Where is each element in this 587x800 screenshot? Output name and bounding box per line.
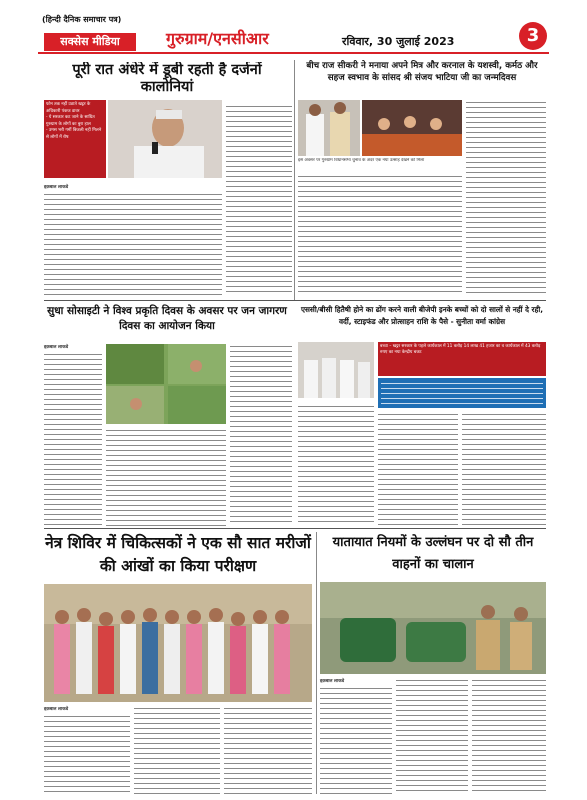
story2-body xyxy=(298,174,462,294)
masthead-rule xyxy=(38,52,549,54)
story1-headline: पूरी रात अंधेरे में डूबी रहती है दर्जनों कालोनियां xyxy=(72,62,262,95)
paper-tagline: (हिन्दी दैनिक समाचार पत्र) xyxy=(42,15,122,24)
story2-photo-1 xyxy=(298,100,360,156)
column-divider xyxy=(294,60,295,300)
story4-headline: एससी/बीसी हितैषी होने का ढोंग करने वाली बीजेपी इनके बच्चों को दो सालों से नहीं दे रही, वर्दी, स्टाइफंड और प्रोत्साहन राशि के पैसे - सुनीता वर्मा कांग्रेस xyxy=(300,305,544,326)
section-rule-2 xyxy=(44,528,546,529)
story4-highlight-box: बच्चा – खट्टर सरकार के पहले कार्यकाल में 11 करोड़ 14 लाख 41 हजार का व कार्यकाल में 43 करोड़ रुपए का नया केन्द्रीय बजट xyxy=(378,342,546,376)
story1-photo xyxy=(108,100,222,178)
story2-caption: इस अवसर पर गुरुग्राम विधानसभा चुनाव के अंदर एक नया उत्साह देखने को मिला xyxy=(298,158,425,163)
issue-date: रविवार, 30 जुलाई 2023 xyxy=(342,35,455,48)
story6-byline: इक़बाल लाकडे xyxy=(320,679,345,684)
story3-byline: इक़बाल लाकडे xyxy=(44,345,69,350)
story6-photo xyxy=(320,582,546,674)
page-number-badge: 3 xyxy=(519,22,547,50)
edition-title: गुरुग्राम/एनसीआर xyxy=(166,29,269,48)
section-rule xyxy=(44,300,546,301)
story5-headline: नेत्र शिविर में चिकित्सकों ने एक सौ सात मरीजों की आंखों का किया परीक्षण xyxy=(45,534,311,575)
masthead xyxy=(38,10,549,54)
story4-body-col2 xyxy=(378,412,458,526)
story6-body-col1 xyxy=(320,686,392,794)
story6-body-col2 xyxy=(396,678,468,794)
story3-body-col1 xyxy=(44,352,102,526)
story4-blue-box xyxy=(378,378,546,408)
story5-photo xyxy=(44,584,312,702)
story5-body-col1 xyxy=(44,714,130,794)
story1-sidebar: फोन तक नहीं उठाते खट्टर के अधिकारी पंकज डावर - ये सरकार कट जाने के साधित गुरुग्राम के लोगों का बुरा हाल - उमस भरी गर्मी बिजली नहीं मिलने से लोगों में रोष xyxy=(44,100,106,178)
story5-byline: इक़बाल लाकडे xyxy=(44,707,69,712)
story1-body-col3 xyxy=(226,104,292,296)
story2-body-col4 xyxy=(466,100,546,294)
story2-photo-2 xyxy=(362,100,462,156)
story4-body-col1 xyxy=(298,404,374,526)
paper-name: सक्सेस मीडिया xyxy=(44,33,136,51)
story5-body-col2 xyxy=(134,706,220,794)
story2-headline: बीच राज सीकरी ने मनाया अपने मित्र और करनाल के यशस्वी, कर्मठ और सहज स्वभाव के सांसद श्री संजय भाटिया जी का जन्मदिवस xyxy=(306,61,538,83)
story1-body xyxy=(44,192,222,296)
story3-body-col2 xyxy=(106,428,226,526)
story3-headline: सुधा सोसाइटी ने विश्व प्रकृति दिवस के अवसर पर जन जागरण दिवस का आयोजन किया xyxy=(47,305,287,332)
story1-byline: इक़बाल लाकडे xyxy=(44,185,69,190)
story4-body-col3 xyxy=(462,412,546,526)
story4-photo xyxy=(298,342,374,398)
story3-photo xyxy=(106,344,226,424)
column-divider-2 xyxy=(316,532,317,794)
story6-body-col3 xyxy=(472,678,546,794)
story3-body-col3 xyxy=(230,344,292,526)
story6-headline: यातायात नियमों के उल्लंघन पर दो सौ तीन वाहनों का चालान xyxy=(332,535,534,572)
story5-body-col3 xyxy=(224,706,312,794)
